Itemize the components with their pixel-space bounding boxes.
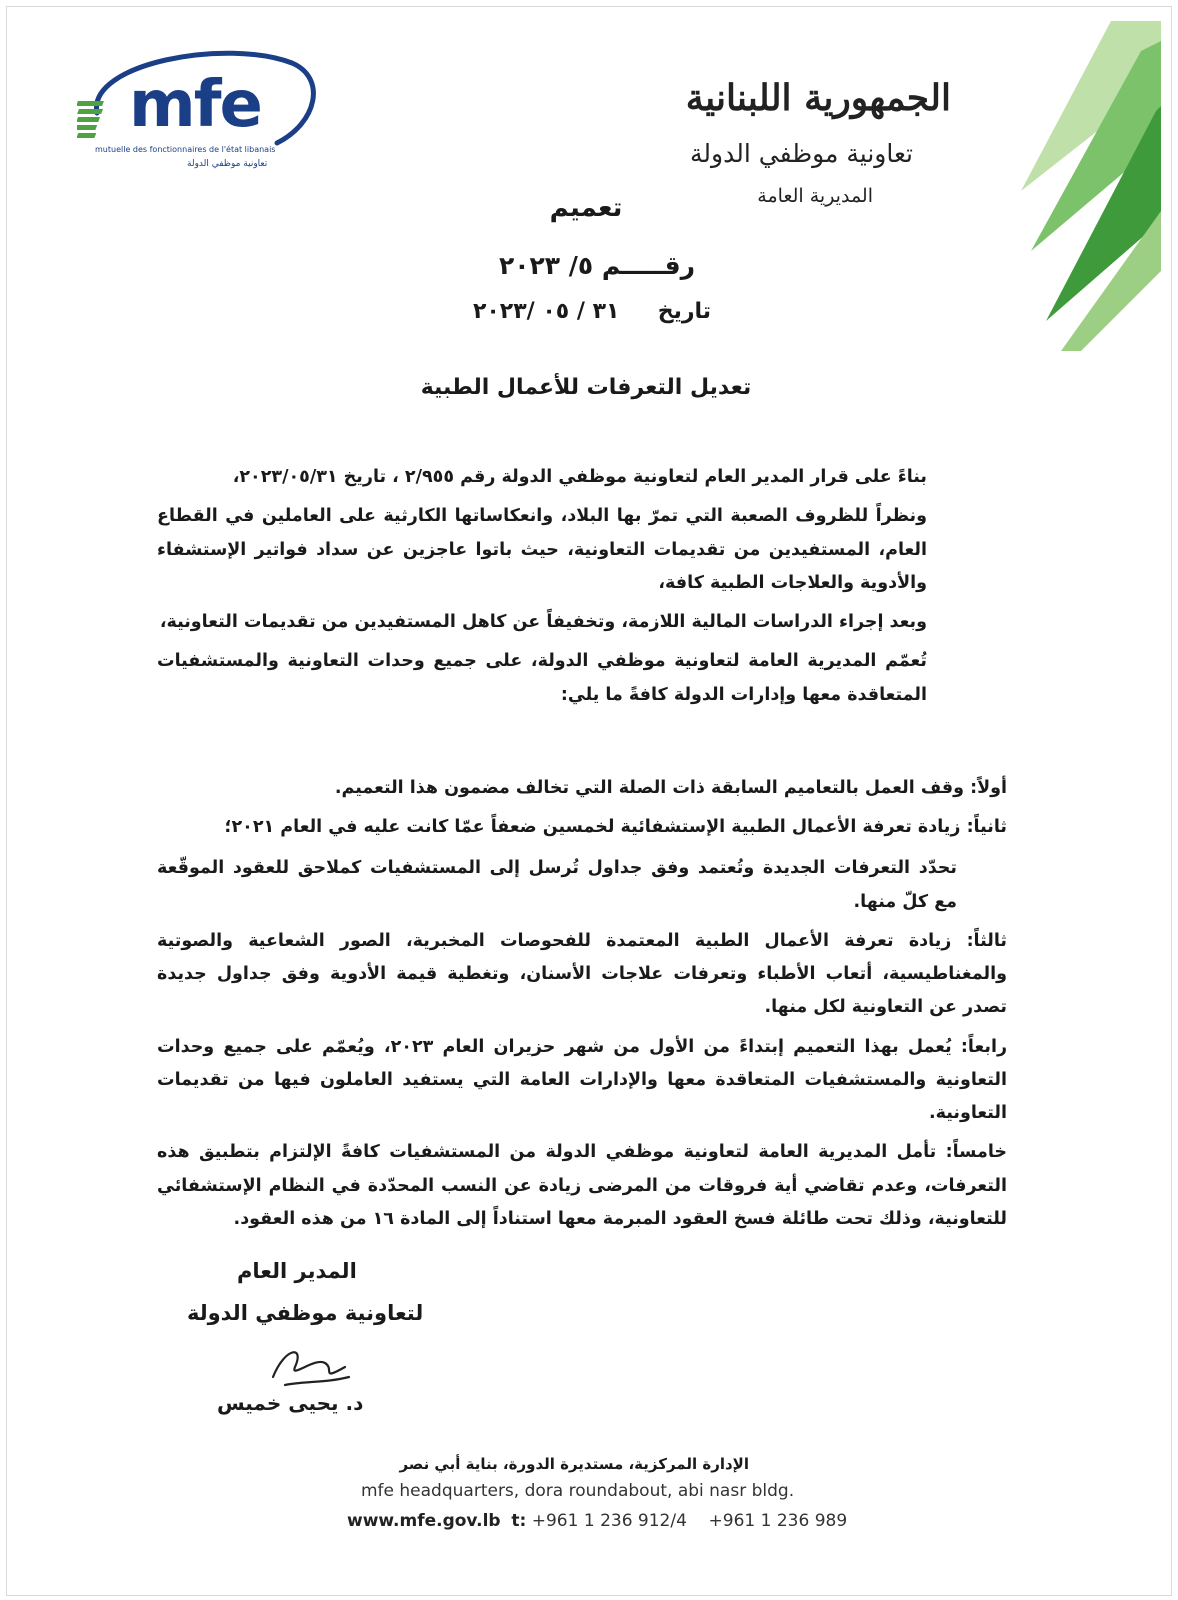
footer-phone-2: +961 1 236 989 — [708, 1511, 848, 1531]
footer-tel-label: t: — [511, 1511, 527, 1531]
footer-address-ar: الإدارة المركزية، مستديرة الدورة، بناية أبي نصر — [399, 1455, 749, 1473]
paragraph-4: تُعمّم المديرية العامة لتعاونية موظفي الدولة، على جميع وحدات التعاونية والمستشفيات المتعاقدة معها وإدارات الدولة كافةً ما يلي: — [157, 651, 927, 705]
logo-wordmark: mfe — [129, 68, 261, 142]
decorative-stripes-icon — [991, 21, 1161, 351]
paragraph-2: ونظراً للظروف الصعبة التي تمرّ بها البلاد، وانعكاساتها الكارثية على العاملين في القطاع العام، المستفيدين من تقديمات التعاونية، حيث باتوا عاجزين عن سداد فواتير الإستشفاء والأدوية والعلاجات الطبية كافة، — [157, 506, 927, 593]
clause-1 — [157, 772, 1007, 805]
number-label: رقـــــم — [601, 251, 695, 280]
circular-number — [447, 251, 747, 280]
clause-text: زيادة تعرفة الأعمال الطبية المعتمدة للفحوصات المخبرية، الصور الشعاعية والصوتية والمغناطيسية، أتعاب الأطباء وتعرفات علاجات الأسنان، وتغطية قيمة الأدوية وفق جداول جديدة تصدر عن التعاونية لكل منها. — [157, 930, 1007, 1018]
clause-2-extra: تحدّد التعرفات الجديدة وتُعتمد وفق جداول تُرسل إلى المستشفيات كملاحق للعقود الموقّعة مع كلّ منها. — [157, 858, 957, 912]
footer-website[interactable]: www.mfe.gov.lb — [347, 1511, 501, 1531]
date-value: ٣١ / ٠٥ /٢٠٢٣ — [472, 299, 620, 324]
footer-phone-1: +961 1 236 912/4 — [531, 1511, 687, 1531]
circular-subject: تعديل التعرفات للأعمال الطبية — [420, 375, 752, 400]
number-value: ٥/ ٢٠٢٣ — [499, 251, 594, 280]
republic-heading: الجمهورية اللبنانية — [685, 77, 951, 119]
clause-text: يُعمل بهذا التعميم إبتداءً من الأول من شهر حزيران العام ٢٠٢٣، ويُعمّم على جميع وحدات التعاونية والمستشفيات المتعاقدة معها والإدارات العامة التي يستفيد العاملون فيها من تقديمات التعاونية. — [157, 1036, 1007, 1123]
date-label: تاريخ — [657, 299, 712, 324]
circular-body — [157, 461, 1007, 1242]
paragraph-1: بناءً على قرار المدير العام لتعاونية موظفي الدولة رقم ٢/٩٥٥ ، تاريخ ٢٠٢٣/٠٥/٣١، — [232, 467, 927, 487]
clause-4 — [157, 1031, 1007, 1131]
circular-title: تعميم — [549, 193, 623, 223]
clause-label: ثالثاً: — [966, 930, 1007, 951]
signatory-name: د. يحيى خميس — [217, 1391, 364, 1415]
clause-label: أولاً: — [970, 777, 1007, 798]
signatory-organization: لتعاونية موظفي الدولة — [187, 1301, 424, 1325]
clause-label: خامساً: — [945, 1142, 1008, 1163]
footer-contact — [347, 1511, 847, 1531]
clause-label: ثانياً: — [966, 817, 1007, 837]
clause-text: وقف العمل بالتعاميم السابقة ذات الصلة التي تخالف مضمون هذا التعميم. — [334, 777, 964, 798]
paragraph-3: وبعد إجراء الدراسات المالية اللازمة، وتخفيفاً عن كاهل المستفيدين من تقديمات التعاونية، — [159, 612, 927, 632]
circular-date — [427, 299, 757, 324]
clause-5 — [157, 1136, 1007, 1236]
clause-label: رابعاً: — [960, 1036, 1008, 1057]
logo-subtitle-fr: mutuelle des fonctionnaires de l'état libanais — [95, 145, 276, 154]
clause-text: زيادة تعرفة الأعمال الطبية الإستشفائية لخمسين ضعفاً عمّا كانت عليه في العام ٢٠٢١؛ — [224, 817, 961, 837]
cooperative-heading: تعاونية موظفي الدولة — [690, 139, 913, 168]
clause-3 — [157, 925, 1007, 1025]
signatory-title: المدير العام — [237, 1259, 357, 1283]
logo-subtitle-ar: تعاونية موظفي الدولة — [187, 159, 268, 169]
clause-text: تأمل المديرية العامة لتعاونية موظفي الدولة من المستشفيات كافةً الإلتزام بتطبيق هذه التعرفات، وعدم تقاضي أية فروقات من المرضى زيادة عن النسب المحدّدة في النظام الإستشفائي للتعاونية، وذلك تحت طائلة فسخ العقود المبرمة معها استناداً إلى المادة ١٦ من هذه العقود. — [157, 1142, 1007, 1229]
handwritten-signature-icon — [265, 1337, 355, 1393]
document-page — [6, 6, 1172, 1596]
footer-address-en: mfe headquarters, dora roundabout, abi nasr bldg. — [361, 1481, 795, 1501]
clause-2 — [157, 811, 1007, 844]
directorate-heading: المديرية العامة — [757, 185, 873, 207]
mfe-logo — [77, 43, 327, 173]
